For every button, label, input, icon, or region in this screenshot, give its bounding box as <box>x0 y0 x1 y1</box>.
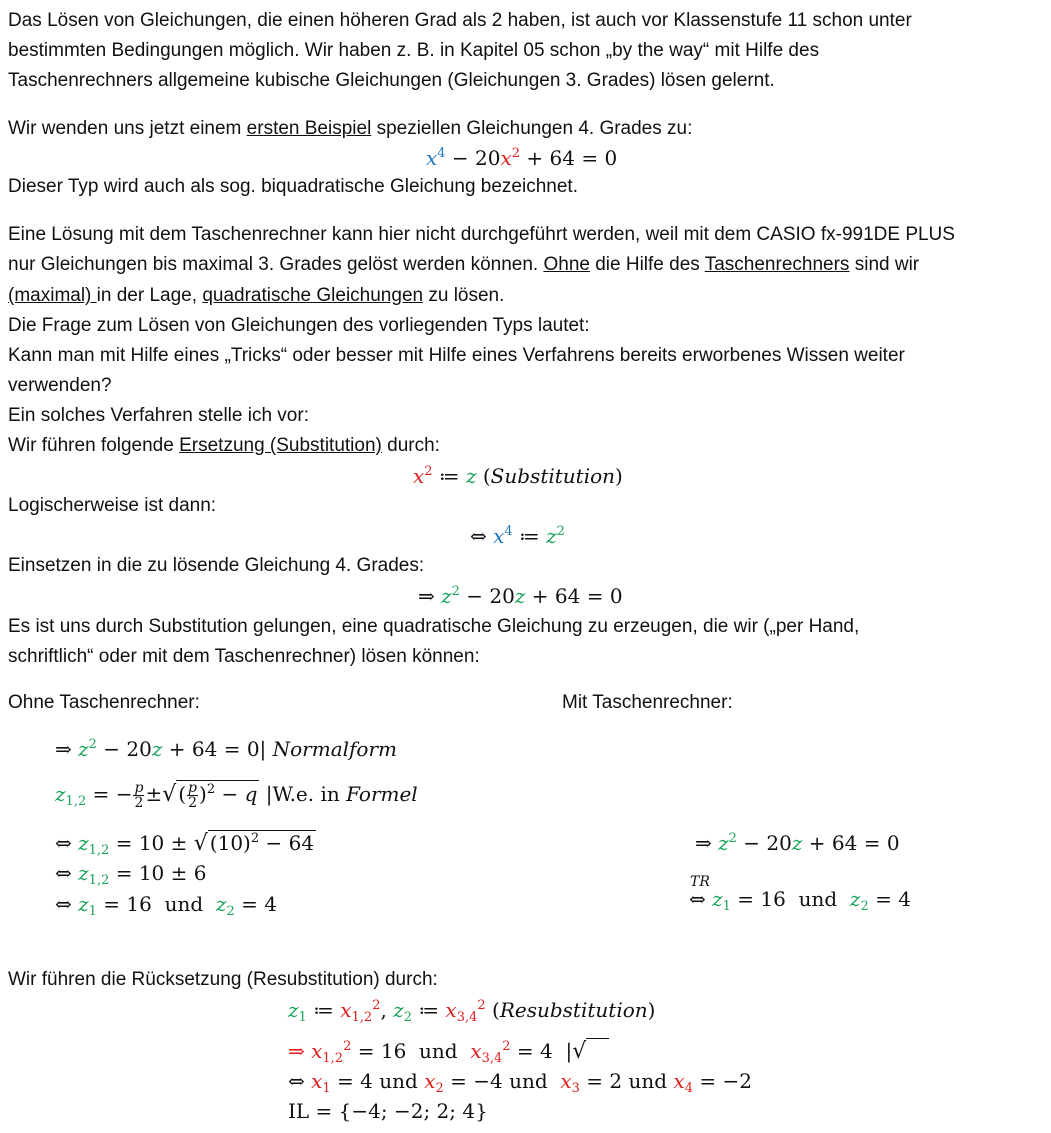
resub-line: Wir führen die Rücksetzung (Resubstitution) durch: <box>8 969 438 990</box>
para2-line-7: Ein solches Verfahren stelle ich vor: <box>8 405 309 426</box>
left-eq-pq-formula: $z_{1,2}$ = − $\frac{p}{2}$ ±√ ( $\frac{p}{2}$ )$^2$ − q |W.e. in Formel <box>55 780 418 811</box>
para2-line-2c: sind wir <box>849 254 920 275</box>
we-in-word: W.e. in <box>272 782 340 806</box>
example-post: speziellen Gleichungen 4. Grades zu: <box>371 118 693 139</box>
para2-line-4: Die Frage zum Lösen von Gleichungen des vorliegenden Typs lautet: <box>8 315 590 336</box>
para2-line-6: verwenden? <box>8 375 112 396</box>
substitution-link[interactable]: Ersetzung (Substitution) <box>179 435 382 456</box>
left-eq-normalform: ⇒ $z^2 - 20z + 64 = 0|$ Normalform <box>55 737 397 761</box>
para2-line-2b: die Hilfe des <box>589 254 705 275</box>
right-eq-quadratic: ⇒ $z^2 - 20z + 64 = 0$ <box>695 831 900 855</box>
formel-word: Formel <box>346 782 418 806</box>
equation-biquadratic: $x^4 - 20x^2 + 64 = 0$ <box>426 146 618 170</box>
ohne-link[interactable]: Ohne <box>543 254 590 275</box>
taschenrechner-link[interactable]: Taschenrechners <box>704 254 850 275</box>
example-intro-line <box>8 118 692 140</box>
para2-line-3a: in der Lage, <box>96 285 203 306</box>
para2-line-8a: Wir führen folgende <box>8 435 180 456</box>
intro-line-3: Taschenrechners allgemeine kubische Gleichungen (Gleichungen 3. Grades) lösen gelernt. <box>8 70 775 91</box>
maximal-link[interactable]: (maximal) <box>8 285 97 306</box>
result-line-2: schriftlich“ oder mit dem Taschenrechner) lösen können: <box>8 646 480 667</box>
right-eq-solutions: ⇔ $z_1 = 16$ und $z_2 = 4$ <box>689 887 911 914</box>
para2-line-1: Eine Lösung mit dem Taschenrechner kann hier nicht durchgeführt werden, weil mit dem CASIO fx-991DE PLUS <box>8 224 955 245</box>
intro-line-1: Das Lösen von Gleichungen, die einen höheren Grad als 2 haben, ist auch vor Klassenstufe 11 schon unter <box>8 10 912 31</box>
tr-label: TR <box>690 874 710 890</box>
logic-line: Logischerweise ist dann: <box>8 495 217 516</box>
und-word: und <box>164 892 204 916</box>
left-eq-simplified: ⇔ $z_{1,2} = 10 \pm 6$ <box>55 861 207 888</box>
equation-roots: ⇔ $x_1 = 4$ und $x_2 = -4$ und $x_3 = 2$ und $x_4 = -2$ <box>288 1069 752 1096</box>
und-word-5: und <box>509 1069 548 1093</box>
type-line: Dieser Typ wird auch als sog. biquadratische Gleichung bezeichnet. <box>8 176 578 197</box>
equation-x4-z2: ⇔ $x^4$ ≔ $z^2$ <box>470 524 565 548</box>
equation-quadratic: ⇒ $z^2 - 20z + 64 = 0$ <box>418 584 623 608</box>
para2-line-2a: nur Gleichungen bis maximal 3. Grades gelöst werden können. <box>8 254 544 275</box>
substitution-word: Substitution <box>490 464 616 488</box>
left-eq-substituted: ⇔ $z_{1,2} = 10$ ± √ $(10)^2 - 64$ <box>55 831 315 858</box>
normalform-word: Normalform <box>272 737 397 761</box>
para2-line-3 <box>8 285 504 307</box>
und-word-2: und <box>798 887 838 911</box>
resubstitution-word: Resubstitution <box>499 998 648 1022</box>
para2-line-5: Kann man mit Hilfe eines „Tricks“ oder besser mit Hilfe eines Verfahrens bereits erworbenes Wissen weiter <box>8 345 905 366</box>
equation-resub-values: ⇒ $x_{1,2}^2 = 16$ und $x_{3,4}^2 = 4$ |√ <box>288 1038 609 1064</box>
left-eq-solutions: ⇔ $z_1 = 16$ und $z_2 = 4$ <box>55 892 277 919</box>
intro-line-2: bestimmten Bedingungen möglich. Wir haben z. B. in Kapitel 05 schon „by the way“ mit Hilfe des <box>8 40 820 61</box>
und-word-6: und <box>628 1069 668 1093</box>
solution-set: IL = {−4; −2; 2; 4} <box>288 1099 488 1123</box>
para2-line-3b: zu lösen. <box>423 285 505 306</box>
first-example-link[interactable]: ersten Beispiel <box>246 118 372 139</box>
equation-resubstitution: $z_1$ ≔ $x_{1,2}^2$, $z_2$ ≔ $x_{3,4}^2$ (Resubstitution) <box>288 998 656 1025</box>
para2-line-2 <box>8 254 919 276</box>
para2-line-8 <box>8 435 440 457</box>
und-word-3: und <box>419 1039 458 1063</box>
und-word-4: und <box>379 1069 418 1093</box>
insert-line: Einsetzen in die zu lösende Gleichung 4. Grades: <box>8 555 425 576</box>
para2-line-8b: durch: <box>381 435 440 456</box>
result-line-1: Es ist uns durch Substitution gelungen, eine quadratische Gleichung zu erzeugen, die wir („per Hand, <box>8 616 860 637</box>
equation-substitution: $x^2$ ≔ z (Substitution) <box>413 464 623 488</box>
left-column-heading: Ohne Taschenrechner: <box>8 692 200 713</box>
example-pre: Wir wenden uns jetzt einem <box>8 118 247 139</box>
quadratische-gleichungen-link[interactable]: quadratische Gleichungen <box>202 285 424 306</box>
right-column-heading: Mit Taschenrechner: <box>562 692 733 713</box>
